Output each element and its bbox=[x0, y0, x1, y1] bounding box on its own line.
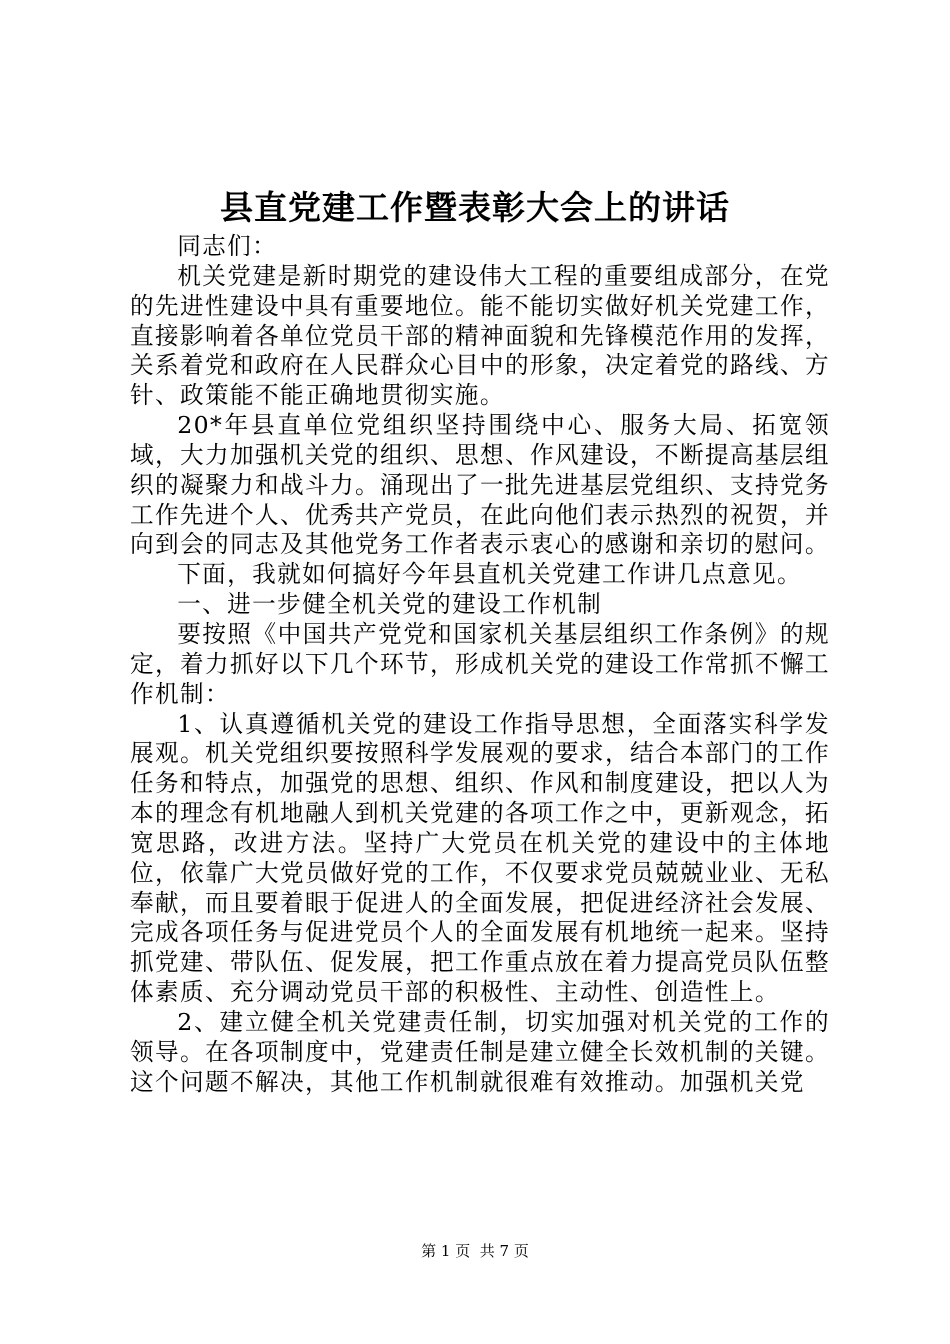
paragraph: 2、建立健全机关党建责任制，切实加强对机关党的工作的领导。在各项制度中，党建责任制是建立健全长效机制的关键。这个问题不解决，其他工作机制就很难有效推动。加强机关党 bbox=[130, 1007, 830, 1096]
page-footer bbox=[0, 1241, 950, 1261]
salutation: 同志们： bbox=[177, 232, 278, 260]
page-title: 县直党建工作暨表彰大会上的讲话 bbox=[220, 188, 730, 227]
paragraph: 下面，我就如何搞好今年县直机关党建工作讲几点意见。 bbox=[177, 560, 803, 589]
paragraph: 20*年县直单位党组织坚持围绕中心、服务大局、拓宽领域，大力加强机关党的组织、思想、作风建设，不断提高基层组织的凝聚力和战斗力。涌现出了一批先进基层党组织、支持党务工作先进个人、优秀共产党员，在此向他们表示热烈的祝贺，并向到会的同志及其他党务工作者表示衷心的感谢和亲切的慰问。 bbox=[130, 411, 830, 559]
paragraph: 1、认真遵循机关党的建设工作指导思想，全面落实科学发展观。机关党组织要按照科学发展观的要求，结合本部门的工作任务和特点，加强党的思想、组织、作风和制度建设，把以人为本的理念有机地融人到机关党建的各项工作之中，更新观念，拓宽思路，改进方法。坚持广大党员在机关党的建设中的主体地位，依靠广大党员做好党的工作，不仅要求党员兢兢业业、无私奉献，而且要着眼于促进人的全面发展，把促进经济社会发展、完成各项任务与促进党员个人的全面发展有机地统一起来。坚持抓党建、带队伍、促发展，把工作重点放在着力提高党员队伍整体素质、充分调动党员干部的积极性、主动性、创造性上。 bbox=[130, 709, 830, 1007]
paragraph: 要按照《中国共产党党和国家机关基层组织工作条例》的规定，着力抓好以下几个环节，形成机关党的建设工作常抓不懈工作机制： bbox=[130, 619, 830, 708]
paragraph: 机关党建是新时期党的建设伟大工程的重要组成部分，在党的先进性建设中具有重要地位。能不能切实做好机关党建工作，直接影响着各单位党员干部的精神面貌和先锋模范作用的发挥，关系着党和政府在人民群众心目中的形象，决定着党的路线、方针、政策能不能正确地贯彻实施。 bbox=[130, 261, 830, 410]
document-body bbox=[130, 232, 830, 1097]
section-heading: 一、进一步健全机关党的建设工作机制 bbox=[177, 590, 603, 619]
page-number: 第 1 页 共 7 页 bbox=[421, 1242, 529, 1260]
